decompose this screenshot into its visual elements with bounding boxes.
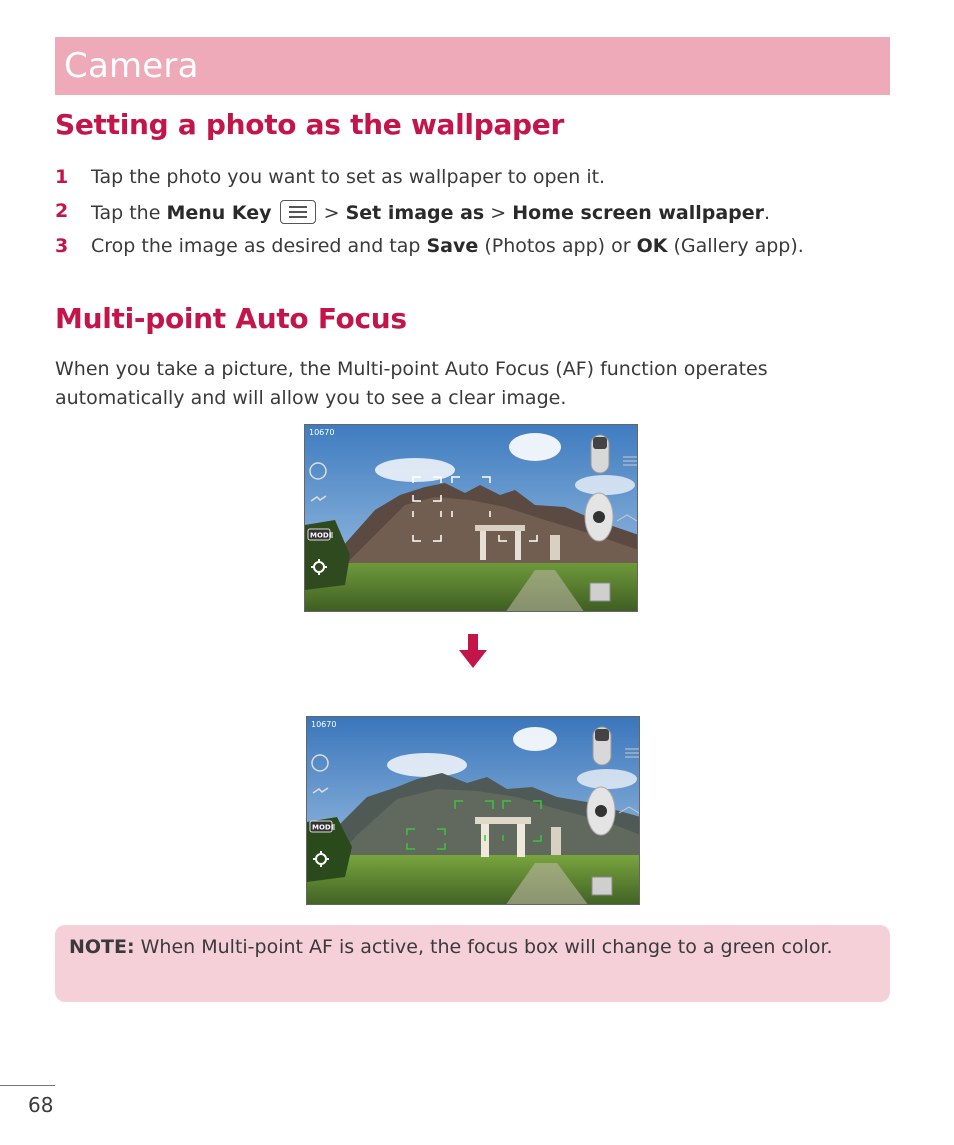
- step-number: 3: [55, 235, 69, 257]
- camera-preview-image: [305, 425, 638, 612]
- page-number: 68: [28, 1093, 54, 1117]
- svg-text:MODE: MODE: [312, 823, 336, 832]
- svg-text:MODE: MODE: [310, 531, 334, 540]
- save-label: Save: [426, 235, 479, 257]
- set-image-as-label: Set image as: [345, 202, 485, 224]
- chapter-title: Camera: [64, 46, 199, 86]
- menu-key-label: Menu Key: [166, 202, 272, 224]
- footer-divider: [0, 1085, 55, 1086]
- camera-icon: [595, 729, 609, 741]
- note-label: NOTE:: [69, 936, 135, 958]
- camera-icon: [593, 437, 607, 449]
- note-text: NOTE: When Multi-point AF is active, the focus box will change to a green color.: [69, 936, 833, 958]
- camera-screenshot-after: [306, 716, 640, 905]
- step-number: 2: [55, 200, 69, 222]
- step-text: Tap the Menu Key > Set image as > Home screen wallpaper.: [91, 202, 771, 224]
- gallery-thumbnail-icon[interactable]: [592, 877, 612, 895]
- svg-text:10670: 10670: [311, 720, 337, 729]
- section-heading-multipoint-af: Multi-point Auto Focus: [55, 302, 407, 335]
- camera-preview-image: [307, 717, 640, 905]
- shutter-icon: [595, 805, 607, 817]
- note-box: [55, 925, 890, 1002]
- step-text: Crop the image as desired and tap Save (Photos app) or OK (Gallery app).: [91, 235, 804, 257]
- section-heading-wallpaper: Setting a photo as the wallpaper: [55, 108, 564, 141]
- intro-paragraph: When you take a picture, the Multi-point Auto Focus (AF) function operates automatically and will allow you to see a clear image.: [55, 358, 768, 409]
- menu-key-icon: [280, 200, 316, 224]
- step-text: Tap the photo you want to set as wallpaper to open it.: [91, 166, 606, 188]
- chapter-bar: [55, 37, 890, 95]
- home-screen-wallpaper-label: Home screen wallpaper: [512, 202, 765, 224]
- ok-label: OK: [636, 235, 668, 257]
- down-arrow-icon: [459, 634, 487, 668]
- svg-text:10670: 10670: [309, 428, 335, 437]
- camera-screenshot-before: [304, 424, 638, 612]
- gallery-thumbnail-icon[interactable]: [590, 583, 610, 601]
- step-number: 1: [55, 166, 69, 188]
- shutter-icon: [593, 511, 605, 523]
